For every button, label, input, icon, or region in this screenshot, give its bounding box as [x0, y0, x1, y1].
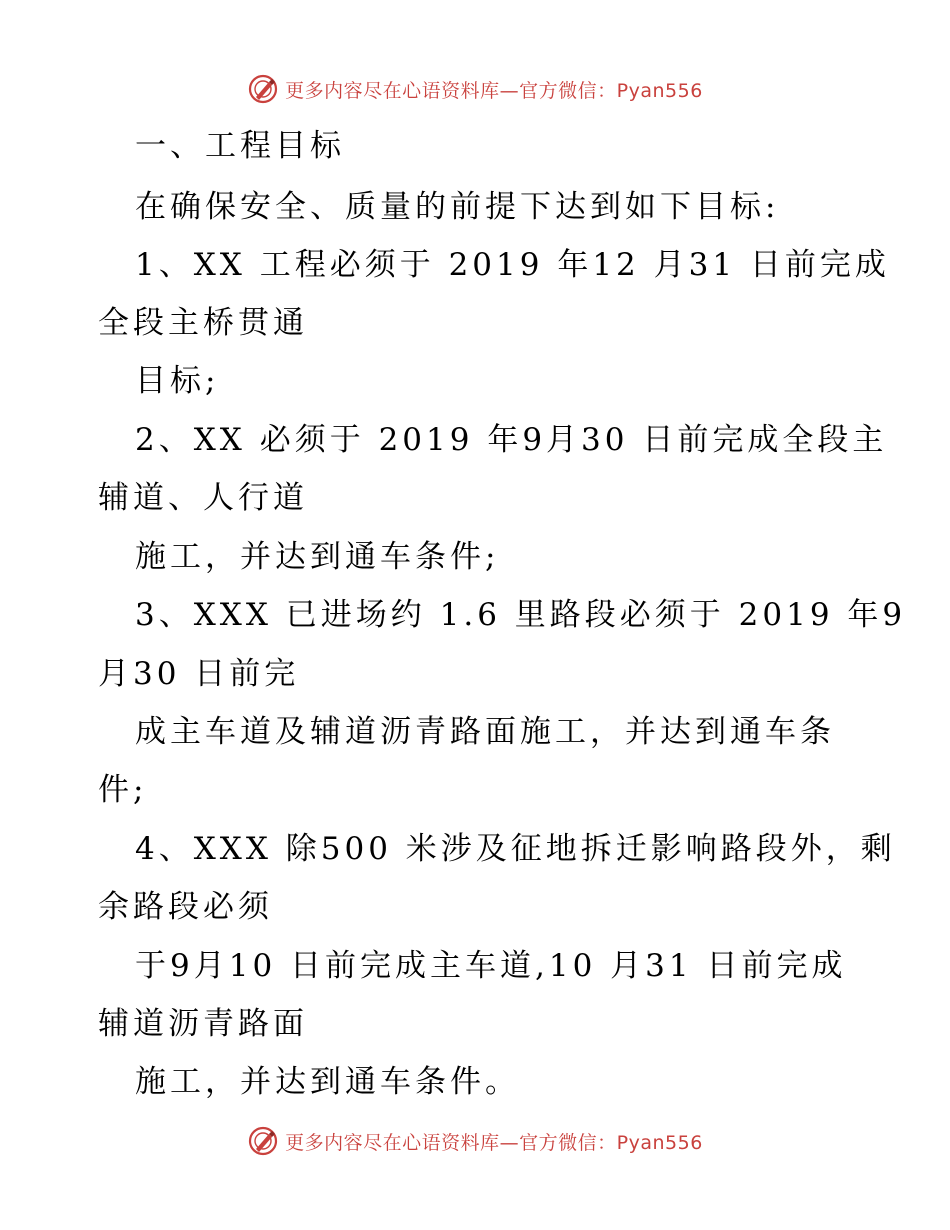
paragraph-line: 辅道、人行道 — [98, 480, 308, 516]
paragraph-line: 于9月10 日前完成主车道,10 月31 日前完成 — [135, 948, 847, 984]
watermark-text: 更多内容尽在心语资料库—官方微信：Pyan556 — [285, 1131, 703, 1154]
paragraph-line: 2、XX 必须于 2019 年9月30 日前完成全段主 — [135, 422, 888, 458]
paragraph-line: 在确保安全、质量的前提下达到如下目标: — [135, 189, 780, 225]
paragraph-line: 施工，并达到通车条件。 — [135, 1064, 520, 1100]
paragraph-line: 月30 日前完 — [98, 656, 300, 692]
paragraph-line: 目标; — [135, 363, 220, 399]
section-heading: 一、工程目标 — [135, 128, 345, 164]
paragraph-line: 3、XXX 已进场约 1.6 里路段必须于 2019 年9 — [135, 597, 907, 633]
pen-seal-icon — [247, 1125, 279, 1157]
paragraph-line: 施工，并达到通车条件; — [135, 539, 500, 575]
paragraph-line: 辅道沥青路面 — [98, 1006, 308, 1042]
paragraph-line: 1、XX 工程必须于 2019 年12 月31 日前完成 — [135, 247, 890, 283]
paragraph-line: 全段主桥贯通 — [98, 305, 308, 341]
paragraph-line: 余路段必须 — [98, 889, 273, 925]
paragraph-line: 4、XXX 除500 米涉及征地拆迁影响路段外，剩 — [135, 831, 896, 867]
paragraph-line: 件; — [98, 772, 148, 808]
watermark-text: 更多内容尽在心语资料库—官方微信：Pyan556 — [285, 79, 703, 102]
watermark-footer — [0, 1124, 950, 1158]
paragraph-line: 成主车道及辅道沥青路面施工，并达到通车条 — [135, 714, 835, 750]
